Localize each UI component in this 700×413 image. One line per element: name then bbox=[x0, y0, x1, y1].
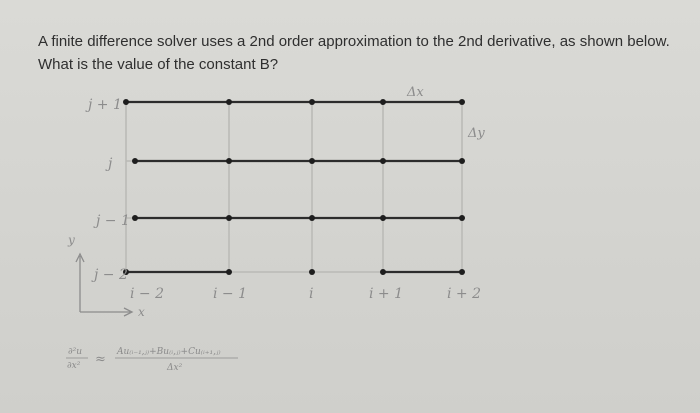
formula-numerator: Au₍ᵢ₋₁,ⱼ₎+Bu₍ᵢ,ⱼ₎+Cu₍ᵢ₊₁,ⱼ₎ bbox=[117, 347, 221, 357]
row-label-j-minus-1: j − 1 bbox=[96, 213, 130, 229]
node bbox=[459, 215, 465, 221]
formula-approx-sign: ≈ bbox=[95, 352, 106, 367]
node bbox=[132, 158, 138, 164]
node bbox=[226, 269, 232, 275]
grid-lines bbox=[126, 102, 462, 272]
stencil-lines bbox=[126, 102, 462, 272]
col-label-i: i bbox=[309, 286, 314, 302]
formula bbox=[66, 347, 238, 373]
formula-lhs-denominator: ∂x² bbox=[67, 361, 81, 371]
node bbox=[459, 269, 465, 275]
node bbox=[459, 99, 465, 105]
col-label-i-minus-1: i − 1 bbox=[213, 286, 248, 302]
x-axis-label: x bbox=[138, 305, 145, 319]
node bbox=[123, 99, 129, 105]
grid-nodes bbox=[123, 99, 465, 275]
node bbox=[309, 99, 315, 105]
node bbox=[226, 215, 232, 221]
row-label-j-plus-1: j + 1 bbox=[88, 97, 122, 113]
node bbox=[380, 158, 386, 164]
formula-lhs-numerator: ∂²u bbox=[68, 347, 83, 357]
col-label-i-minus-2: i − 2 bbox=[130, 286, 165, 302]
delta-y-label: Δy bbox=[468, 126, 485, 141]
delta-x-label: Δx bbox=[407, 85, 424, 100]
question-line-1: A finite difference solver uses a 2nd order approximation to the 2nd derivative, as shown below. bbox=[38, 33, 670, 50]
row-label-j-minus-2: j − 2 bbox=[94, 267, 128, 283]
axes bbox=[76, 254, 132, 316]
node bbox=[226, 99, 232, 105]
row-label-j: j bbox=[108, 156, 113, 172]
node bbox=[132, 215, 138, 221]
question-line-2: What is the value of the constant B? bbox=[38, 56, 279, 73]
node bbox=[309, 158, 315, 164]
node bbox=[309, 215, 315, 221]
formula-denominator: Δx² bbox=[167, 363, 183, 373]
node bbox=[380, 215, 386, 221]
node bbox=[226, 158, 232, 164]
col-label-i-plus-2: i + 2 bbox=[447, 286, 482, 302]
col-label-i-plus-1: i + 1 bbox=[369, 286, 404, 302]
node bbox=[380, 99, 386, 105]
node bbox=[380, 269, 386, 275]
y-axis-label: y bbox=[68, 233, 75, 247]
node bbox=[459, 158, 465, 164]
node bbox=[309, 269, 315, 275]
